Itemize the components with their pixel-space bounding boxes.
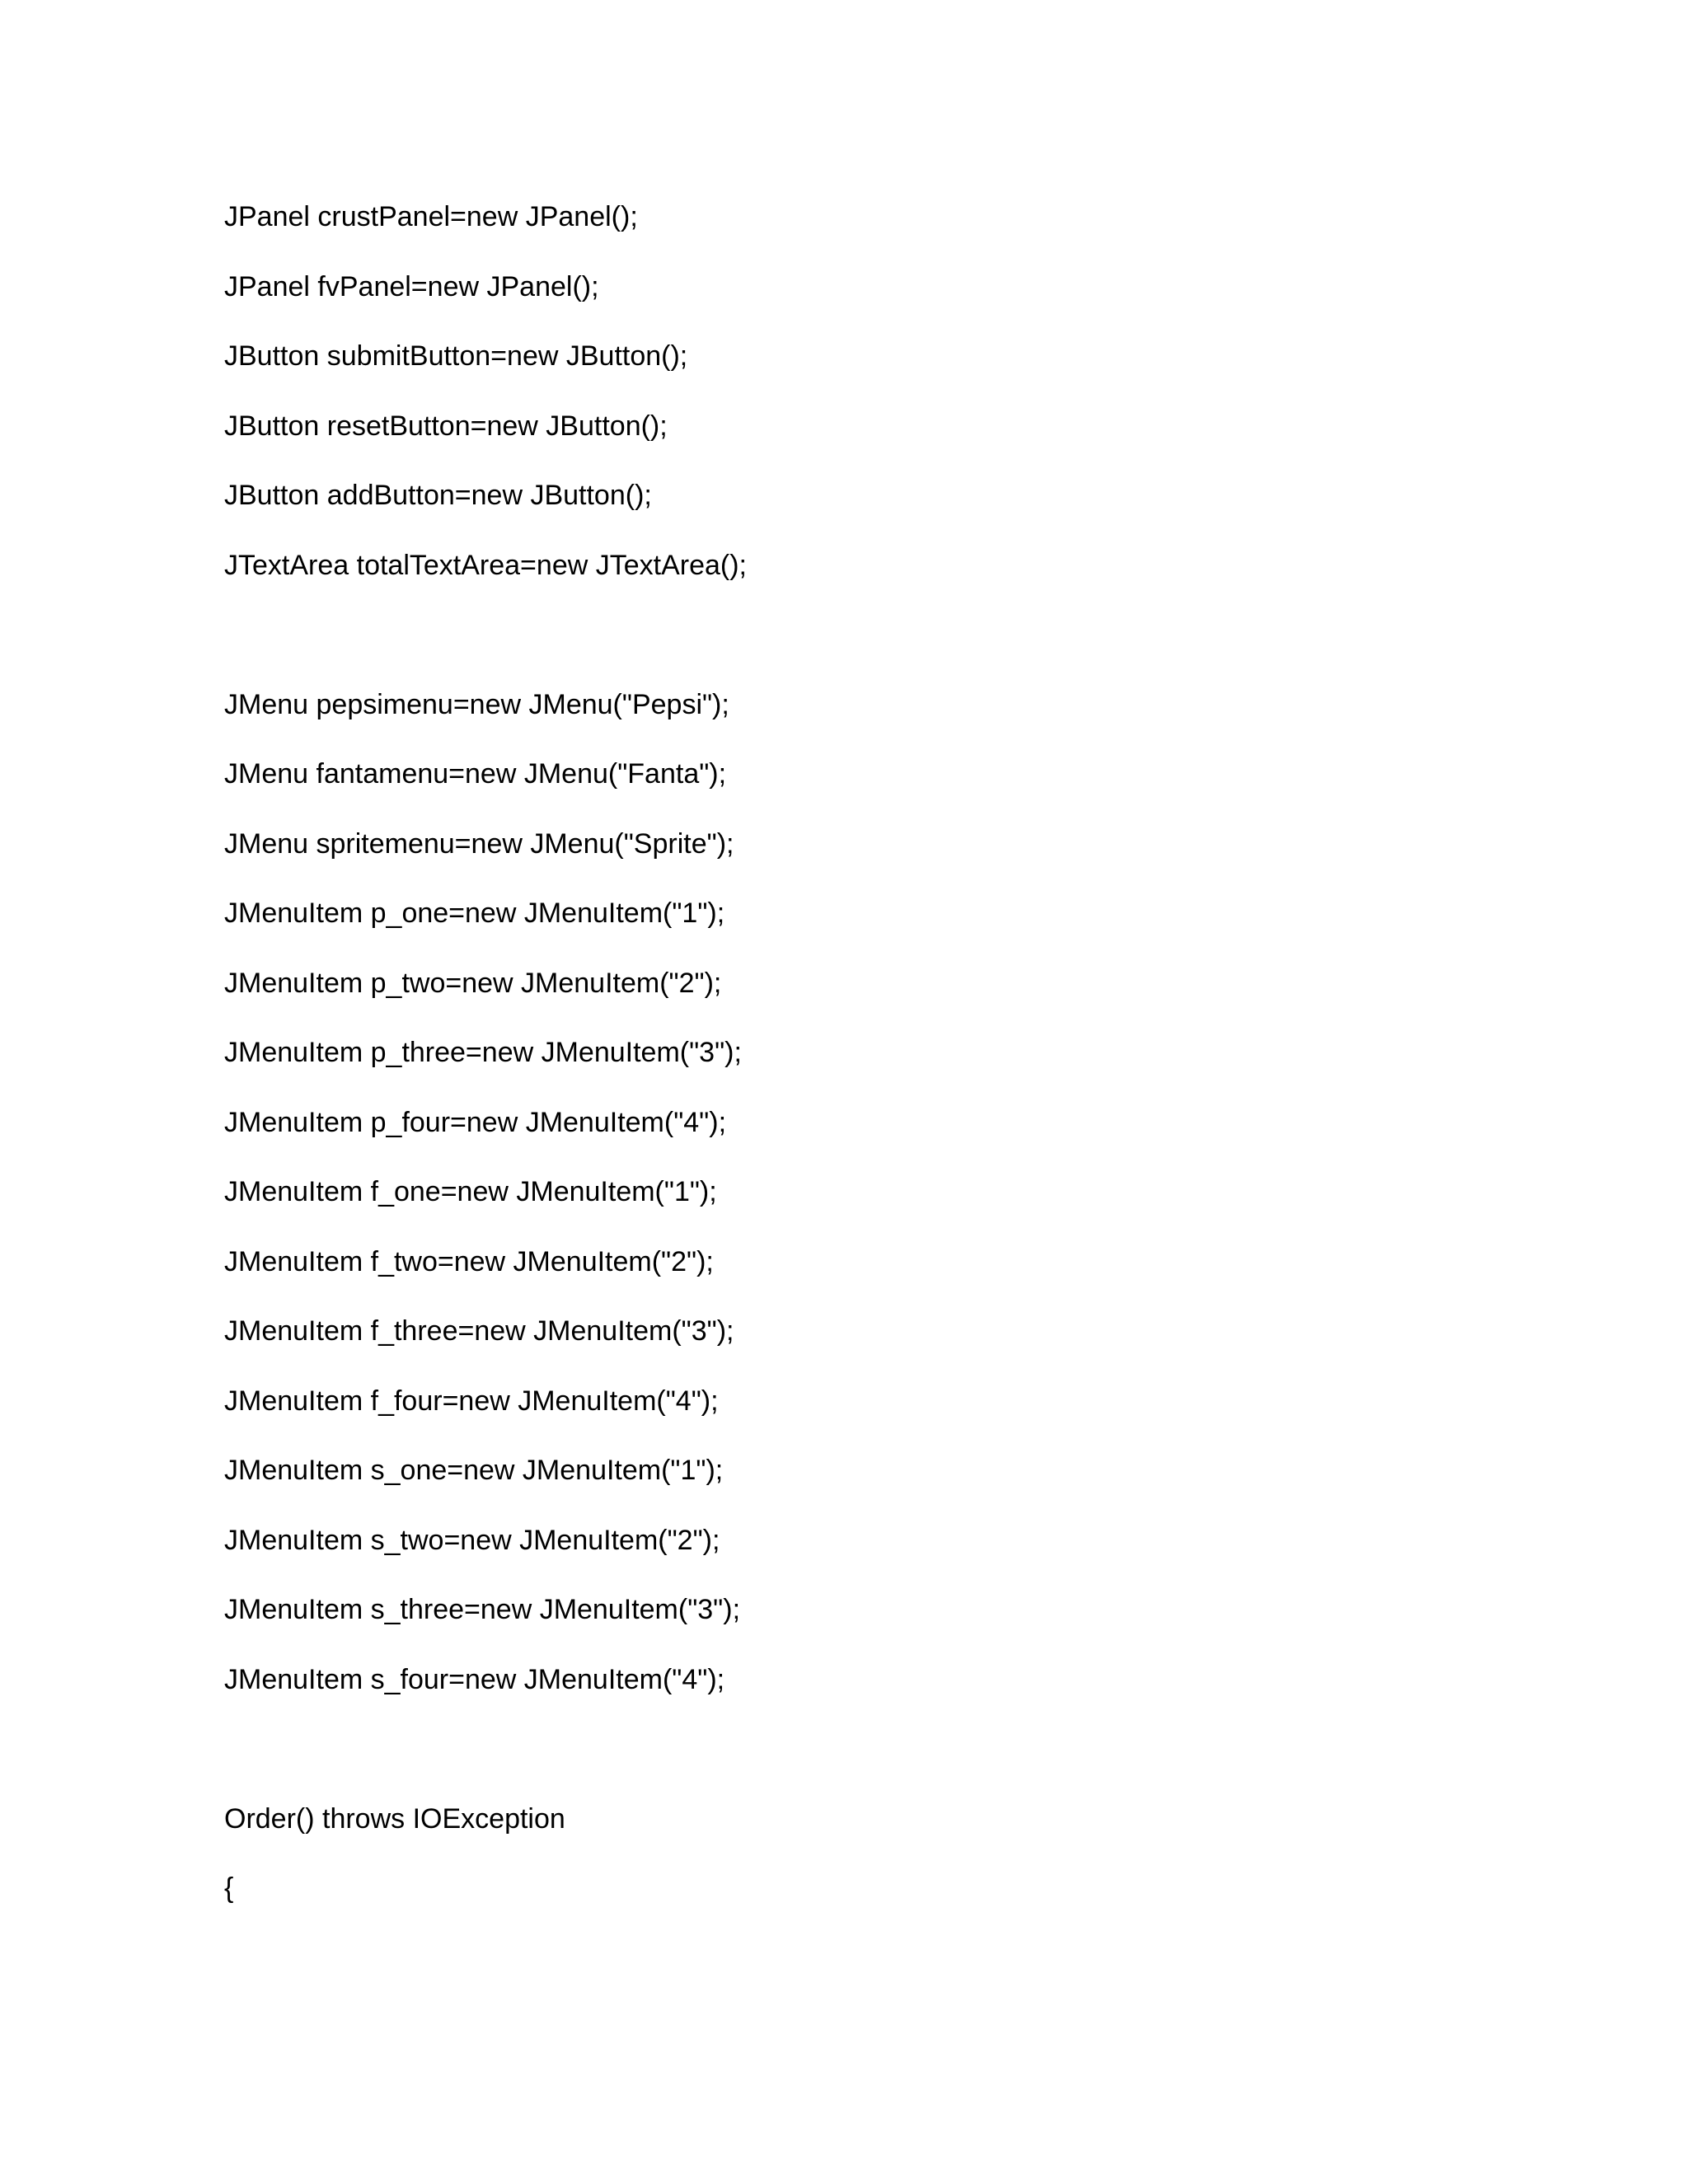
code-line: JMenuItem s_one=new JMenuItem("1");	[224, 1455, 724, 1486]
code-line: JMenuItem f_one=new JMenuItem("1");	[224, 1176, 717, 1207]
code-line: JPanel fvPanel=new JPanel();	[224, 270, 599, 302]
code-line: JTextArea totalTextArea=new JTextArea();	[224, 549, 747, 581]
code-line: JMenuItem p_three=new JMenuItem("3");	[224, 1037, 742, 1068]
code-line: JMenu spritemenu=new JMenu("Sprite");	[224, 827, 734, 860]
code-line: JButton addButton=new JButton();	[224, 480, 652, 511]
code-line: Order() throws IOException	[224, 1802, 565, 1835]
code-line: JMenuItem s_three=new JMenuItem("3");	[224, 1594, 741, 1625]
code-line: JPanel crustPanel=new JPanel();	[224, 201, 638, 232]
code-line: JMenuItem p_one=new JMenuItem("1");	[224, 898, 725, 929]
code-line: JButton submitButton=new JButton();	[224, 340, 688, 372]
blank-line	[224, 612, 1543, 682]
code-line: JMenu fantamenu=new JMenu("Fanta");	[224, 758, 727, 790]
code-line: JMenuItem s_two=new JMenuItem("2");	[224, 1524, 720, 1556]
code-line: JMenuItem p_two=new JMenuItem("2");	[224, 967, 722, 999]
code-line: JMenuItem s_four=new JMenuItem("4");	[224, 1663, 725, 1695]
blank-line	[224, 1727, 1543, 1797]
code-block	[224, 194, 1543, 1936]
code-line: JMenuItem p_four=new JMenuItem("4");	[224, 1106, 727, 1138]
code-line: JMenuItem f_two=new JMenuItem("2");	[224, 1245, 714, 1277]
code-line: JMenu pepsimenu=new JMenu("Pepsi");	[224, 688, 729, 720]
code-line: {	[224, 1872, 234, 1904]
code-line: JMenuItem f_four=new JMenuItem("4");	[224, 1385, 719, 1417]
code-line: JButton resetButton=new JButton();	[224, 410, 668, 442]
code-line: JMenuItem f_three=new JMenuItem("3");	[224, 1315, 734, 1347]
